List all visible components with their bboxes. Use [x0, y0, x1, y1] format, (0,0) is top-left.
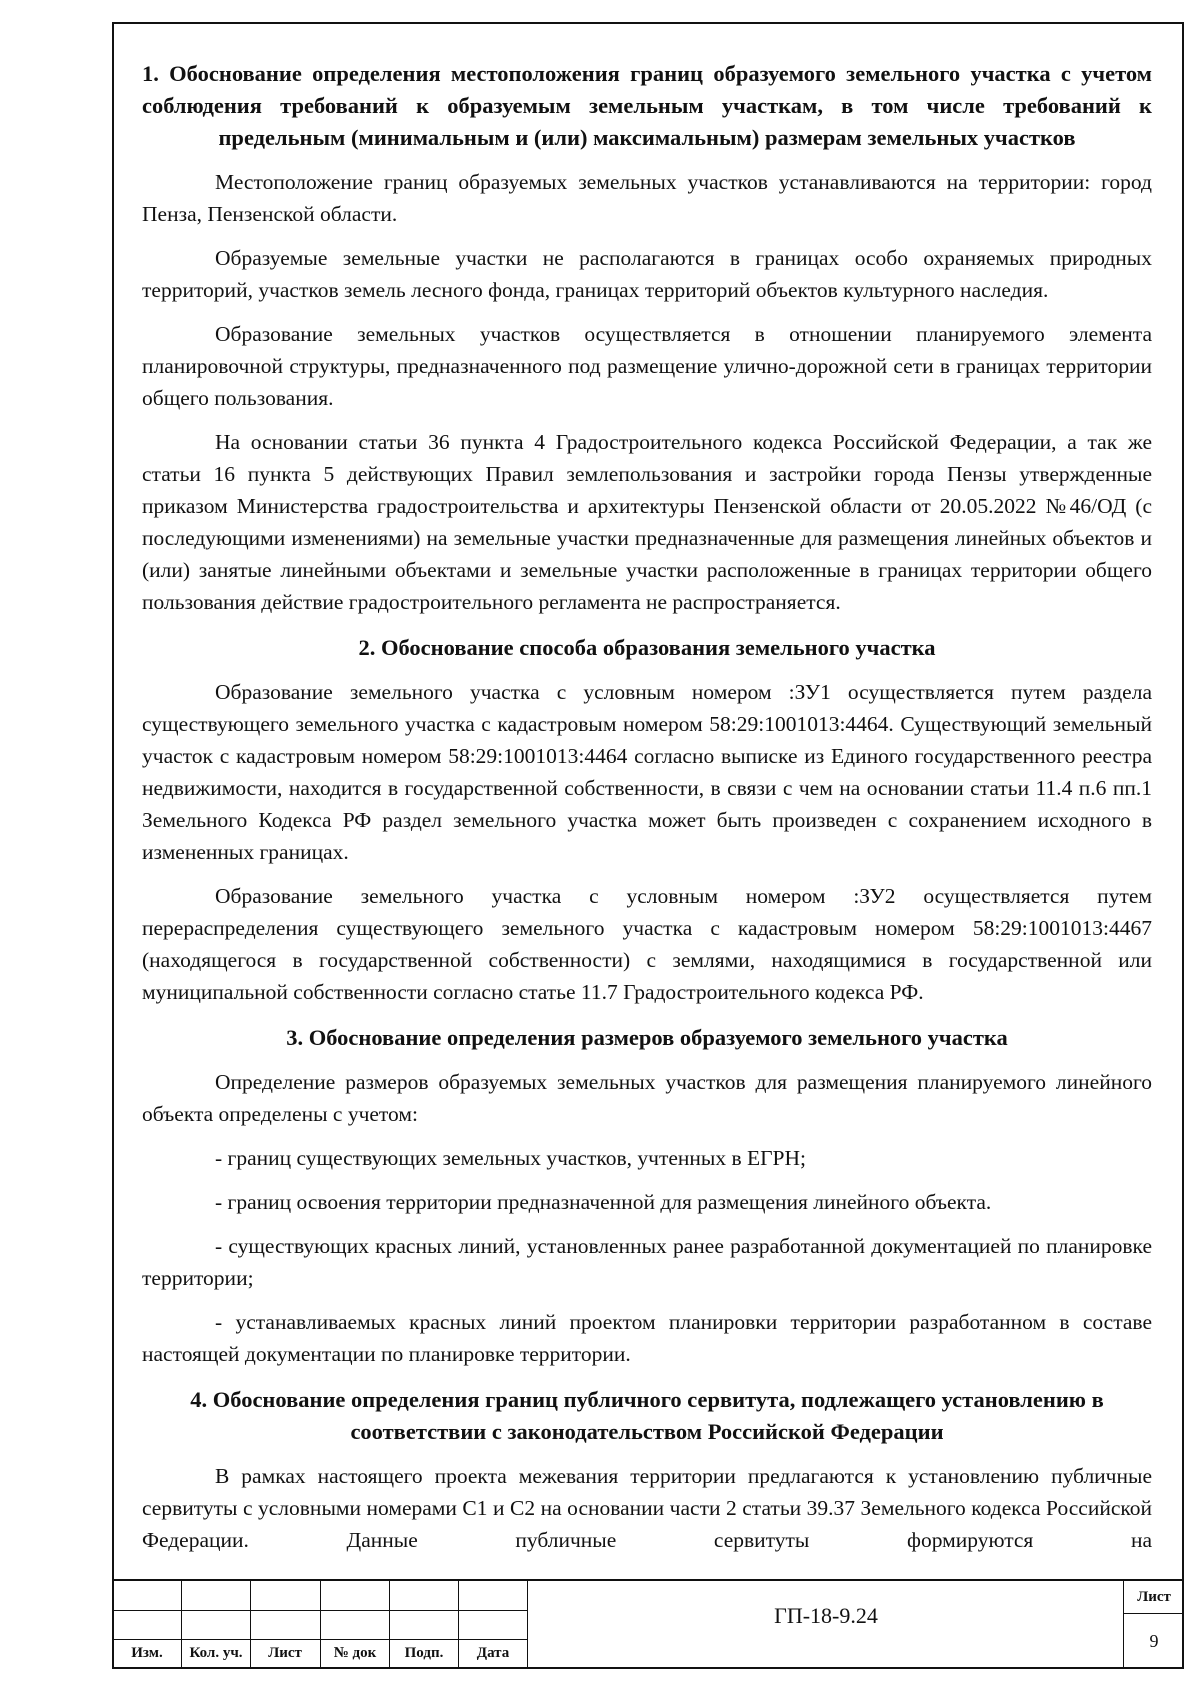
section-3-list-item: - устанавливаемых красных линий проектом планировки территории разработанном в составе настоящей документации по планировке территории. [142, 1310, 1152, 1366]
section-3-paragraph: Определение размеров образуемых земельных участков для размещения планируемого линейного объекта определены с учетом: [142, 1070, 1152, 1126]
section-1-paragraph: Образуемые земельные участки не располагаются в границах особо охраняемых природных территорий, участков земель лесного фонда, границах территорий объектов культурного наследия. [142, 246, 1152, 302]
sheet-label: Лист [1137, 1589, 1171, 1605]
stamp-label-izm: Изм. [131, 1645, 163, 1661]
section-1-paragraph: На основании статьи 36 пункта 4 Градостроительного кодекса Российской Федерации, а так же статьи 16 пункта 5 действующих Правил землепользования и застройки города Пензы утвержденные приказом Министерства градостроительства и архитектуры Пензенской области от 20.05.2022 №46/ОД (с последующими изменениями) на земельные участки предназначенные для размещения линейных объектов и (или) занятые линейными объектами и земельные участки расположенные в границах территории общего пользования действие градостроительного регламента не распространяется. [142, 430, 1152, 614]
section-2-paragraph: Образование земельного участка с условным номером :ЗУ1 осуществляется путем раздела существующего земельного участка с кадастровым номером 58:29:1001013:4464. Существующий земельный участок с кадастровым номером 58:29:1001013:4464 согласно выписке из Единого государственного реестра недвижимости, находится в государственной собственности, в связи с чем на основании статьи 11.4 п.6 пп.1 Земельного Кодекса РФ раздел земельного участка может быть произведен с сохранением исходного в измененных границах. [142, 680, 1152, 864]
section-3-list-item: - границ освоения территории предназначенной для размещения линейного объекта. [215, 1190, 992, 1214]
section-2-heading: 2. Обоснование способа образования земельного участка [358, 635, 936, 660]
stamp-label-podp: Подп. [404, 1645, 444, 1661]
stamp-row-divider [112, 1639, 528, 1640]
section-3-heading: 3. Обоснование определения размеров образуемого земельного участка [286, 1025, 1008, 1050]
stamp-sheet-divider [1124, 1613, 1184, 1614]
section-2-paragraph: Образование земельного участка с условным номером :ЗУ2 осуществляется путем перераспределения существующего земельного участка с кадастровым номером 58:29:1001013:4467 (находящегося в государственной собственности) с землями, находящимися в государственной или муниципальной собственности согласно статье 11.7 Градостроительного кодекса РФ. [142, 884, 1152, 1004]
document-body [142, 58, 1152, 1556]
stamp-label-kol-uch: Кол. уч. [189, 1645, 243, 1661]
stamp-label-list: Лист [268, 1645, 302, 1661]
document-code: ГП-18-9.24 [774, 1603, 878, 1628]
sheet-number: 9 [1149, 1631, 1159, 1651]
section-4-heading: 4. Обоснование определения границ публичного сервитута, подлежащего установлению в соответствии с законодательством Российской Федерации [190, 1387, 1104, 1444]
section-1-heading: 1. Обоснование определения местоположения границ образуемого земельного участка с учетом соблюдения требований к образуемым земельным участкам, в том числе требований к предельным (минимальным и (или) максимальным) размерам земельных участков [142, 61, 1152, 150]
section-1-paragraph: Образование земельных участков осуществляется в отношении планируемого элемента планировочной структуры, предназначенного под размещение улично-дорожной сети в границах территории общего пользования. [142, 322, 1152, 410]
section-4-paragraph: В рамках настоящего проекта межевания территории предлагаются к установлению публичные сервитуты с условными номерами С1 и С2 на основании части 2 статьи 39.37 Земельного кодекса Российской Федерации. Данные публичные сервитуты формируются на [142, 1464, 1152, 1552]
stamp-row-divider [112, 1610, 528, 1611]
section-1-paragraph: Местоположение границ образуемых земельных участков устанавливаются на территории: город Пенза, Пензенской области. [142, 170, 1152, 226]
title-block [112, 1579, 1184, 1671]
section-3-list-item: - существующих красных линий, установленных ранее разработанной документацией по планировке территории; [142, 1234, 1152, 1290]
section-3-list-item: - границ существующих земельных участков, учтенных в ЕГРН; [215, 1146, 807, 1170]
stamp-label-data: Дата [476, 1645, 510, 1661]
stamp-label-n-dok: № док [333, 1645, 377, 1661]
